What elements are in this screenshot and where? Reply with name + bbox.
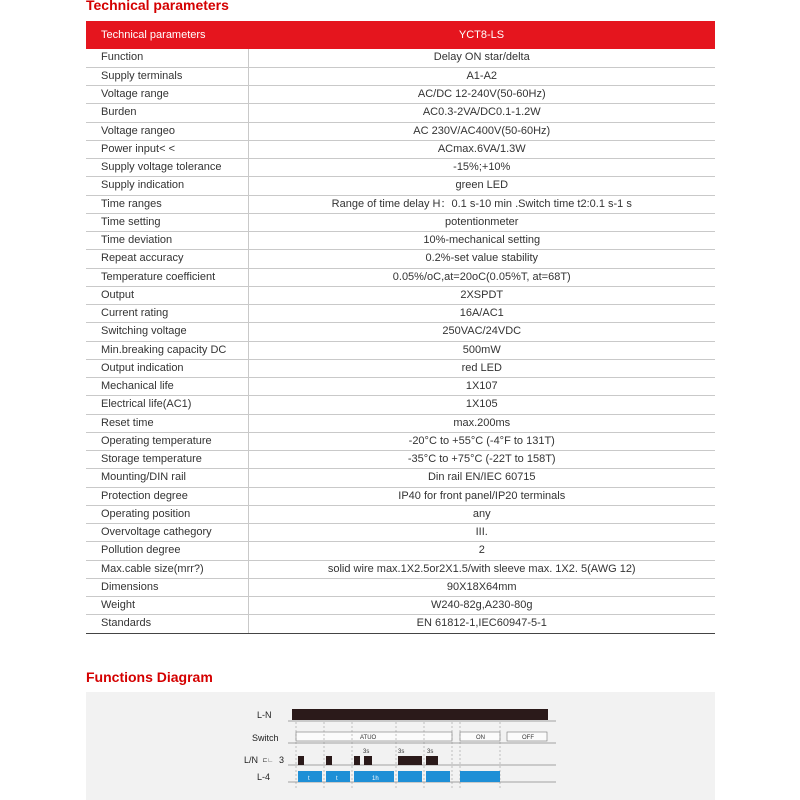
parameter-value: red LED — [248, 359, 715, 377]
parameter-name: Output indication — [86, 359, 248, 377]
parameter-value: 2 — [248, 542, 715, 560]
parameter-value: AC 230V/AC400V(50-60Hz) — [248, 122, 715, 140]
parameter-value: 250VAC/24VDC — [248, 323, 715, 341]
parameter-name: Time ranges — [86, 195, 248, 213]
switch-label-auto: ATUO — [360, 735, 377, 741]
parameter-value: ACmax.6VA/1.3W — [248, 140, 715, 158]
switch-label-off: OFF — [522, 735, 534, 741]
parameter-value: Range of time delay H：0.1 s-10 min .Switch time t2:0.1 s-1 s — [248, 195, 715, 213]
parameter-name: Mechanical life — [86, 378, 248, 396]
parameter-name: Time deviation — [86, 232, 248, 250]
parameter-value: AC/DC 12-240V(50-60Hz) — [248, 86, 715, 104]
parameter-value: any — [248, 505, 715, 523]
table-row — [86, 359, 715, 377]
parameter-name: Storage temperature — [86, 451, 248, 469]
parameter-value: 90X18X64mm — [248, 578, 715, 596]
row-label-ln3 — [244, 754, 284, 765]
star-pulse — [426, 756, 438, 765]
row-label-switch: Switch — [252, 733, 279, 743]
row-label-ln: L-N — [257, 710, 272, 720]
star-pulse — [364, 756, 372, 765]
technical-parameters-title: Technical parameters — [86, 0, 229, 13]
table-row — [86, 432, 715, 450]
star-pulse — [354, 756, 360, 765]
parameter-value: -20°C to +55°C (-4°F to 131T) — [248, 432, 715, 450]
parameter-name: Output — [86, 286, 248, 304]
table-row — [86, 469, 715, 487]
table-row — [86, 524, 715, 542]
parameter-name: Reset time — [86, 414, 248, 432]
table-row — [86, 487, 715, 505]
table-row — [86, 213, 715, 231]
table-row — [86, 578, 715, 596]
delay-label: 3s — [398, 749, 405, 755]
table-row — [86, 67, 715, 85]
parameter-name: Operating position — [86, 505, 248, 523]
parameter-value: EN 61812-1,IEC60947-5-1 — [248, 615, 715, 633]
header-parameter: Technical parameters — [101, 29, 206, 41]
table-row — [86, 323, 715, 341]
parameter-name: Min.breaking capacity DC — [86, 341, 248, 359]
parameter-name: Voltage range — [86, 86, 248, 104]
parameter-name: Standards — [86, 615, 248, 633]
parameter-name: Temperature coefficient — [86, 268, 248, 286]
parameter-value: 500mW — [248, 341, 715, 359]
pulse-label: t — [308, 776, 310, 782]
parameter-value: W240-82g,A230-80g — [248, 597, 715, 615]
table-row — [86, 195, 715, 213]
parameter-value: A1-A2 — [248, 67, 715, 85]
header-model: YCT8-LS — [458, 29, 505, 41]
table-row — [86, 122, 715, 140]
table-row — [86, 615, 715, 633]
output-pulse — [426, 771, 450, 782]
parameter-value: 2XSPDT — [248, 286, 715, 304]
star-output-pulses — [298, 756, 438, 765]
parameter-name: Current rating — [86, 305, 248, 323]
supply-bar — [292, 709, 548, 720]
table-row — [86, 104, 715, 122]
table-row — [86, 396, 715, 414]
output-pulse — [398, 771, 422, 782]
table-row — [86, 414, 715, 432]
parameter-name: Supply voltage tolerance — [86, 159, 248, 177]
table-row — [86, 177, 715, 195]
parameter-value: -15%;+10% — [248, 159, 715, 177]
parameter-name: Switching voltage — [86, 323, 248, 341]
table-header-row — [86, 21, 715, 49]
timing-diagram-svg — [86, 692, 715, 800]
star-pulse — [298, 756, 304, 765]
delay-label: 3s — [363, 749, 370, 755]
table-row — [86, 378, 715, 396]
functions-diagram — [86, 692, 715, 800]
table-row — [86, 597, 715, 615]
table-row — [86, 542, 715, 560]
row-label-ln3-suffix: 3 — [278, 755, 284, 765]
output-pulse — [298, 771, 322, 782]
technical-parameters-table — [86, 21, 715, 634]
parameter-name: Dimensions — [86, 578, 248, 596]
switch-label-on: ON — [476, 735, 485, 741]
output-pulse — [326, 771, 350, 782]
parameter-value: Delay ON star/delta — [248, 49, 715, 67]
parameter-name: Weight — [86, 597, 248, 615]
parameter-name: Voltage rangeo — [86, 122, 248, 140]
output-pulse — [460, 771, 500, 782]
row-label-ln3-text: L/N — [244, 755, 259, 765]
parameter-name: Supply terminals — [86, 67, 248, 85]
parameter-value: -35°C to +75°C (-22T to 158T) — [248, 451, 715, 469]
row-label-l4: L-4 — [257, 772, 271, 782]
delay-label: 3s — [427, 749, 434, 755]
parameter-name: Pollution degree — [86, 542, 248, 560]
parameter-value: green LED — [248, 177, 715, 195]
parameter-value: Din rail EN/IEC 60715 — [248, 469, 715, 487]
parameter-value: 0.2%-set value stability — [248, 250, 715, 268]
parameter-value: potentionmeter — [248, 213, 715, 231]
parameter-name: Max.cable size(mrr?) — [86, 560, 248, 578]
parameter-value: 1X107 — [248, 378, 715, 396]
pulse-label: 1h — [372, 776, 379, 782]
parameter-value: AC0.3-2VA/DC0.1-1.2W — [248, 104, 715, 122]
parameter-name: Overvoltage cathegory — [86, 524, 248, 542]
functions-diagram-title: Functions Diagram — [86, 669, 213, 685]
table-row — [86, 140, 715, 158]
l4-output-pulses — [298, 771, 500, 782]
parameter-name: Burden — [86, 104, 248, 122]
table-row — [86, 341, 715, 359]
parameter-name: Protection degree — [86, 487, 248, 505]
table-row — [86, 250, 715, 268]
table-row — [86, 286, 715, 304]
table-row — [86, 232, 715, 250]
parameter-name: Mounting/DIN rail — [86, 469, 248, 487]
parameter-name: Electrical life(AC1) — [86, 396, 248, 414]
parameter-name: Operating temperature — [86, 432, 248, 450]
parameter-value: 10%-mechanical setting — [248, 232, 715, 250]
table-row — [86, 159, 715, 177]
parameter-value: 1X105 — [248, 396, 715, 414]
parameter-name: Supply indication — [86, 177, 248, 195]
table-row — [86, 505, 715, 523]
table-row — [86, 451, 715, 469]
parameter-name: Repeat accuracy — [86, 250, 248, 268]
table-row — [86, 560, 715, 578]
parameter-value: III. — [248, 524, 715, 542]
parameter-name: Power input< < — [86, 140, 248, 158]
star-delta-symbol: ⊏∟ — [262, 758, 274, 764]
star-pulse — [398, 756, 422, 765]
star-pulse — [326, 756, 332, 765]
parameter-value: max.200ms — [248, 414, 715, 432]
parameter-value: solid wire max.1X2.5or2X1.5/with sleeve max. 1X2. 5(AWG 12) — [248, 560, 715, 578]
table-row — [86, 86, 715, 104]
table-row — [86, 268, 715, 286]
parameter-name: Function — [86, 49, 248, 67]
parameter-value: IP40 for front panel/IP20 terminals — [248, 487, 715, 505]
parameter-name: Time setting — [86, 213, 248, 231]
table-row — [86, 49, 715, 67]
parameter-value: 16A/AC1 — [248, 305, 715, 323]
table-row — [86, 305, 715, 323]
parameter-value: 0.05%/oC,at=20oC(0.05%T, at=68T) — [248, 268, 715, 286]
pulse-label: t — [336, 776, 338, 782]
